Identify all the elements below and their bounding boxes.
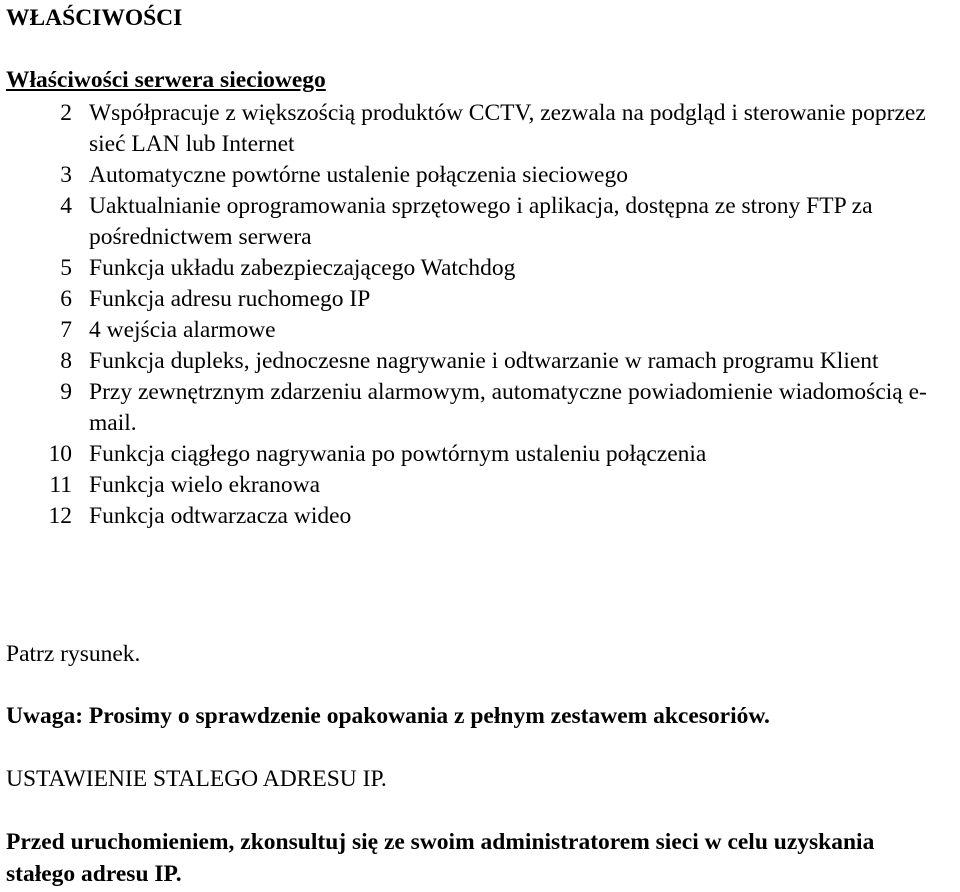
list-item xyxy=(0,284,960,315)
list-item-text: Funkcja adresu ruchomego IP xyxy=(89,286,371,312)
list-item xyxy=(0,470,960,501)
list-item-text: Funkcja wielo ekranowa xyxy=(89,472,321,498)
static-ip-instruction: Przed uruchomieniem, zkonsultuj się ze swoim administratorem sieci w celu uzyskania stałego adresu IP. xyxy=(6,829,875,887)
static-ip-heading: USTAWIENIE STALEGO ADRESU IP. xyxy=(6,766,387,792)
list-item-number: 10 xyxy=(48,441,72,467)
accessories-note: Uwaga: Prosimy o sprawdzenie opakowania z pełnym zestawem akcesoriów. xyxy=(6,703,770,729)
list-item xyxy=(0,439,960,470)
section-heading-web-server: Właściwości serwera sieciowego xyxy=(6,67,326,93)
list-item xyxy=(0,315,960,346)
list-item-number: 7 xyxy=(60,317,72,343)
see-figure-text: Patrz rysunek. xyxy=(6,641,141,667)
feature-list xyxy=(0,98,960,532)
page-title: WŁAŚCIWOŚCI xyxy=(6,5,183,31)
list-item xyxy=(0,377,960,439)
list-item-text: 4 wejścia alarmowe xyxy=(89,317,276,343)
list-item xyxy=(0,160,960,191)
list-item-number: 3 xyxy=(60,162,72,188)
list-item-text: Funkcja ciągłego nagrywania po powtórnym ustaleniu połączenia xyxy=(89,441,707,467)
list-item-text: Automatyczne powtórne ustalenie połączenia sieciowego xyxy=(89,162,628,188)
list-item xyxy=(0,501,960,532)
list-item-number: 2 xyxy=(60,100,72,126)
list-item xyxy=(0,346,960,377)
list-item xyxy=(0,191,960,253)
list-item-text: Uaktualnianie oprogramowania sprzętowego i aplikacja, dostępna ze strony FTP za pośrednictwem serwera xyxy=(89,193,873,250)
list-item-text: Przy zewnętrznym zdarzeniu alarmowym, automatyczne powiadomienie wiadomością e-mail. xyxy=(89,379,927,436)
list-item-text: Funkcja układu zabezpieczającego Watchdog xyxy=(89,255,516,281)
list-item-number: 6 xyxy=(60,286,72,312)
list-item xyxy=(0,98,960,160)
list-item-text: Funkcja odtwarzacza wideo xyxy=(89,503,352,529)
list-item-number: 5 xyxy=(60,255,72,281)
list-item-text: Współpracuje z większością produktów CCTV, zezwala na podgląd i sterowanie poprzez sieć LAN lub Internet xyxy=(89,100,926,157)
list-item-number: 11 xyxy=(49,472,72,498)
list-item xyxy=(0,253,960,284)
list-item-number: 9 xyxy=(60,379,72,405)
list-item-number: 12 xyxy=(48,503,72,529)
list-item-text: Funkcja dupleks, jednoczesne nagrywanie i odtwarzanie w ramach programu Klient xyxy=(89,348,879,374)
list-item-number: 4 xyxy=(60,193,72,219)
list-item-number: 8 xyxy=(60,348,72,374)
